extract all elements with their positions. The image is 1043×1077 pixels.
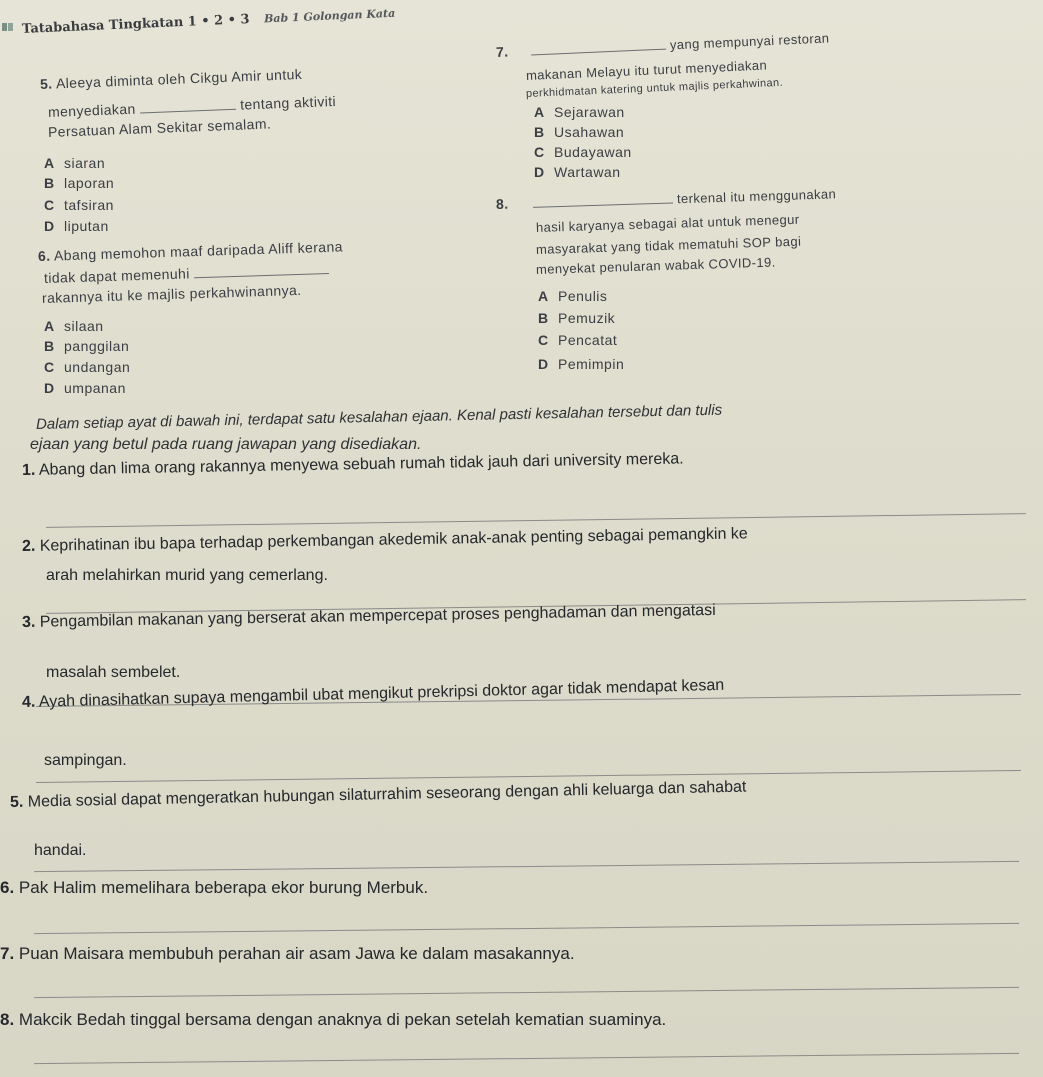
q8-line1 — [496, 185, 837, 212]
q8-option-a: A Penulis — [538, 288, 608, 304]
item-1-answer-line[interactable] — [46, 513, 1026, 528]
q8-line4: menyekat penularan wabak COVID-19. — [535, 254, 776, 277]
q5-line2b: tentang aktiviti — [239, 92, 337, 113]
item-6-answer-line[interactable] — [34, 923, 1019, 934]
instructions-line2: ejaan yang betul pada ruang jawapan yang disediakan. — [30, 436, 422, 453]
q7-answer-blank — [531, 48, 666, 56]
q7-option-c: C Budayawan — [534, 144, 632, 160]
instructions-line1: Dalam setiap ayat di bawah ini, terdapat satu kesalahan ejaan. Kenal pasti kesalahan tersebut dan tulis — [35, 401, 723, 433]
item-4-line2: sampingan. — [44, 752, 127, 769]
item-4: 4. Ayah dinasihatkan supaya mengambil ubat mengikut prekripsi doktor agar tidak mendapat kesan — [21, 676, 725, 711]
item-4-answer-line[interactable] — [36, 770, 1021, 783]
item-6: 6. Pak Halim memelihara beberapa ekor burung Merbuk. — [0, 878, 429, 897]
item-5: 5. Media sosial dapat mengeratkan hubungan silaturrahim seseorang dengan ahli keluarga dan sahabat — [9, 778, 747, 811]
q7-line2: makanan Melayu itu turut menyediakan — [525, 57, 768, 83]
item-2: 2. Keprihatinan ibu bapa terhadap perkembangan akedemik anak-anak penting sebagai pemangkin ke — [21, 525, 748, 555]
q5-answer-blank — [140, 108, 236, 114]
q5-number: 5. — [39, 75, 53, 92]
q6-line3: rakannya itu ke majlis perkahwinannya. — [41, 281, 302, 306]
q8-line2: hasil karyanya sebagai alat untuk menegur — [535, 211, 800, 235]
q6-option-a: A silaan — [44, 318, 104, 334]
item-5-line2: handai. — [34, 842, 87, 859]
q8-line1-text: terkenal itu menggunakan — [676, 186, 837, 207]
q7-line3: perkhidmatan katering untuk majlis perkahwinan. — [525, 76, 784, 100]
header-title — [22, 6, 396, 37]
q5-line1 — [40, 66, 303, 92]
q6-option-c: C undangan — [44, 359, 131, 375]
item-3: 3. Pengambilan makanan yang berserat akan mempercepat proses penghadaman dan mengatasi — [21, 601, 716, 631]
q6-option-b: B panggilan — [44, 338, 130, 354]
q5-line2a: menyediakan — [47, 100, 136, 120]
item-8-answer-line[interactable] — [34, 1053, 1019, 1064]
q6-option-d: D umpanan — [44, 380, 126, 396]
q8-answer-blank — [533, 201, 673, 207]
q6-line2-text: tidak dapat memenuhi — [43, 265, 190, 286]
book-icon — [2, 22, 14, 32]
q8-option-c: C Pencatat — [538, 332, 618, 348]
item-1-text: Abang dan lima orang rakannya menyewa sebuah rumah tidak jauh dari university mereka. — [38, 450, 684, 479]
q6-line1 — [38, 238, 343, 264]
q5-option-d: D liputan — [44, 218, 109, 234]
item-3-line2: masalah sembelet. — [46, 664, 181, 681]
q6-answer-blank — [194, 272, 329, 278]
header-title-text: Tatabahasa Tingkatan 1 • 2 • 3 — [21, 12, 250, 37]
q6-number: 6. — [37, 247, 51, 264]
q6-line1-text: Abang memohon maaf daripada Aliff kerana — [53, 238, 344, 264]
item-3-text: Pengambilan makanan yang berserat akan mempercepat proses penghadaman dan mengatasi — [39, 601, 716, 631]
item-8-text: Makcik Bedah tinggal bersama dengan anaknya di pekan setelah kematian suaminya. — [18, 1010, 667, 1029]
q5-line3: Persatuan Alam Sekitar semalam. — [47, 115, 272, 140]
item-6-text: Pak Halim memelihara beberapa ekor burung Merbuk. — [18, 878, 429, 897]
item-2-text: Keprihatinan ibu bapa terhadap perkembangan akedemik anak-anak penting sebagai pemangkin ke — [39, 525, 748, 555]
header-subtitle: Bab 1 Golongan Kata — [263, 6, 396, 26]
item-7-answer-line[interactable] — [34, 987, 1019, 998]
q5-line2 — [48, 93, 337, 120]
q8-option-b: B Pemuzik — [538, 310, 616, 326]
q8-option-d: D Pemimpin — [538, 356, 625, 372]
q7-option-b: B Usahawan — [534, 124, 625, 140]
q7-line1 — [496, 29, 830, 60]
q5-option-b: B laporan — [44, 175, 115, 191]
item-1: 1. Abang dan lima orang rakannya menyewa sebuah rumah tidak jauh dari university mereka. — [21, 450, 684, 479]
item-8: 8. Makcik Bedah tinggal bersama dengan anaknya di pekan setelah kematian suaminya. — [0, 1010, 667, 1029]
q8-number: 8. — [495, 195, 509, 212]
item-7: 7. Puan Maisara membubuh perahan air asam Jawa ke dalam masakannya. — [0, 944, 575, 963]
q5-option-c: C tafsiran — [44, 197, 114, 213]
item-5-answer-line[interactable] — [34, 861, 1019, 872]
item-2-line2: arah melahirkan murid yang cemerlang. — [46, 567, 328, 584]
q5-line1-text: Aleeya diminta oleh Cikgu Amir untuk — [55, 65, 303, 92]
q5-option-a: A siaran — [44, 155, 106, 171]
q7-option-d: D Wartawan — [534, 164, 621, 180]
item-5-text: Media sosial dapat mengeratkan hubungan silaturrahim seseorang dengan ahli keluarga dan sahabat — [27, 778, 747, 811]
q7-option-a: A Sejarawan — [534, 104, 625, 120]
q7-line1-text: yang mempunyai restoran — [669, 30, 830, 53]
q8-line3: masyarakat yang tidak mematuhi SOP bagi — [535, 233, 802, 257]
item-4-text: Ayah dinasihatkan supaya mengambil ubat mengikut prekripsi doktor agar tidak mendapat kesan — [38, 676, 725, 711]
q7-number: 7. — [495, 43, 509, 60]
item-7-text: Puan Maisara membubuh perahan air asam Jawa ke dalam masakannya. — [18, 944, 575, 963]
